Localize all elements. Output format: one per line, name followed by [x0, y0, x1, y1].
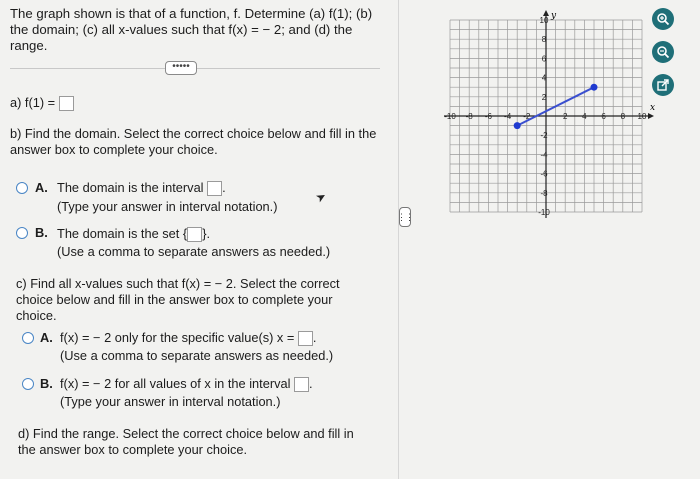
part-d-prompt: d) Find the range. Select the correct choice below and fill in the answer box to complete your choice.	[18, 426, 354, 457]
xvalues-interval-box[interactable]	[294, 377, 309, 392]
xvalues-option-b-text: f(x) = − 2 for all values of x in the interval	[60, 376, 291, 391]
function-graph	[435, 8, 675, 218]
xvalues-option-b-hint: (Type your answer in interval notation.)	[60, 394, 281, 409]
y-tick-label: -10	[538, 208, 550, 217]
y-tick-label: -8	[540, 188, 548, 198]
domain-option-a-letter: A.	[35, 180, 48, 195]
domain-option-b-letter: B.	[35, 225, 48, 240]
domain-option-b-hint: (Use a comma to separate answers as needed.)	[57, 244, 331, 259]
y-tick-label: -4	[540, 150, 548, 160]
zoom-out-icon	[656, 45, 670, 59]
expand-handle[interactable]: •••••	[165, 61, 197, 75]
panel-resize-handle[interactable]: ⋮⋮	[399, 207, 411, 227]
y-tick-label: 4	[541, 73, 547, 83]
xvalues-option-b-letter: B.	[40, 376, 53, 391]
y-tick-label: 10	[539, 16, 549, 25]
xvalues-option-a-letter: A.	[40, 330, 53, 345]
panel-divider	[398, 0, 399, 479]
zoom-in-button[interactable]	[652, 8, 674, 30]
xvalues-answer-box[interactable]	[298, 331, 313, 346]
x-tick-label: -8	[465, 112, 473, 121]
y-tick-label: 6	[541, 54, 547, 64]
xvalues-option-a-radio[interactable]	[22, 332, 34, 344]
f1-answer-box[interactable]	[59, 96, 74, 111]
x-tick-label: -4	[504, 112, 512, 121]
domain-option-a-hint: (Type your answer in interval notation.)	[57, 199, 278, 214]
part-b-prompt: b) Find the domain. Select the correct choice below and fill in the answer box to complete your choice.	[10, 126, 377, 157]
x-tick-label: 4	[582, 112, 587, 121]
x-tick-label: 10	[637, 112, 647, 121]
external-link-icon	[656, 78, 670, 92]
part-a-label: a) f(1) =	[10, 95, 56, 110]
zoom-in-icon	[656, 12, 670, 26]
domain-interval-box[interactable]	[207, 181, 222, 196]
x-tick-label: -6	[484, 112, 492, 121]
segment-start-point	[514, 122, 521, 129]
xvalues-option-a-hint: (Use a comma to separate answers as needed.)	[60, 348, 334, 363]
y-tick-label: -6	[540, 169, 548, 179]
x-tick-label: 6	[601, 112, 606, 121]
part-a	[10, 95, 74, 111]
x-tick-label: 2	[562, 112, 568, 121]
xvalues-option-a-text: f(x) = − 2 only for the specific value(s) x =	[60, 330, 295, 345]
domain-option-b: The domain is the set { }.	[57, 226, 211, 241]
xvalues-option-b: f(x) = − 2 for all values of x in the interval .	[60, 376, 313, 391]
x-axis-label: x	[650, 103, 656, 113]
xvalues-option-a: f(x) = − 2 only for the specific value(s) x = .	[60, 330, 317, 345]
x-tick-label: -2	[523, 112, 531, 121]
y-tick-label: 8	[541, 35, 547, 45]
zoom-out-button[interactable]	[652, 41, 674, 63]
x-tick-label: -10	[444, 112, 456, 121]
domain-option-a: The domain is the interval .	[57, 180, 226, 195]
domain-option-a-text: The domain is the interval	[57, 180, 204, 195]
y-tick-label: -2	[540, 131, 548, 141]
x-axis-arrow	[648, 113, 654, 119]
y-axis-label: y	[551, 11, 557, 21]
xvalues-option-b-radio[interactable]	[22, 378, 34, 390]
popout-button[interactable]	[652, 74, 674, 96]
graph-panel	[405, 0, 700, 479]
x-tick-label: 8	[620, 112, 626, 121]
question-text: The graph shown is that of a function, f. Determine (a) f(1); (b) the domain; (c) all x-values such that f(x) = − 2; and (d) the range.	[10, 6, 373, 53]
domain-option-a-radio[interactable]	[16, 182, 28, 194]
domain-option-b-text: The domain is the set	[57, 226, 180, 241]
y-tick-label: 2	[541, 92, 547, 102]
part-c-prompt: c) Find all x-values such that f(x) = − 2. Select the correct choice below and fill in the answer box to complete your choice.	[16, 276, 340, 323]
mouse-cursor-icon: ➤	[313, 188, 329, 206]
domain-option-b-radio[interactable]	[16, 227, 28, 239]
domain-set-box[interactable]	[187, 227, 202, 242]
segment-end-point	[591, 84, 598, 91]
